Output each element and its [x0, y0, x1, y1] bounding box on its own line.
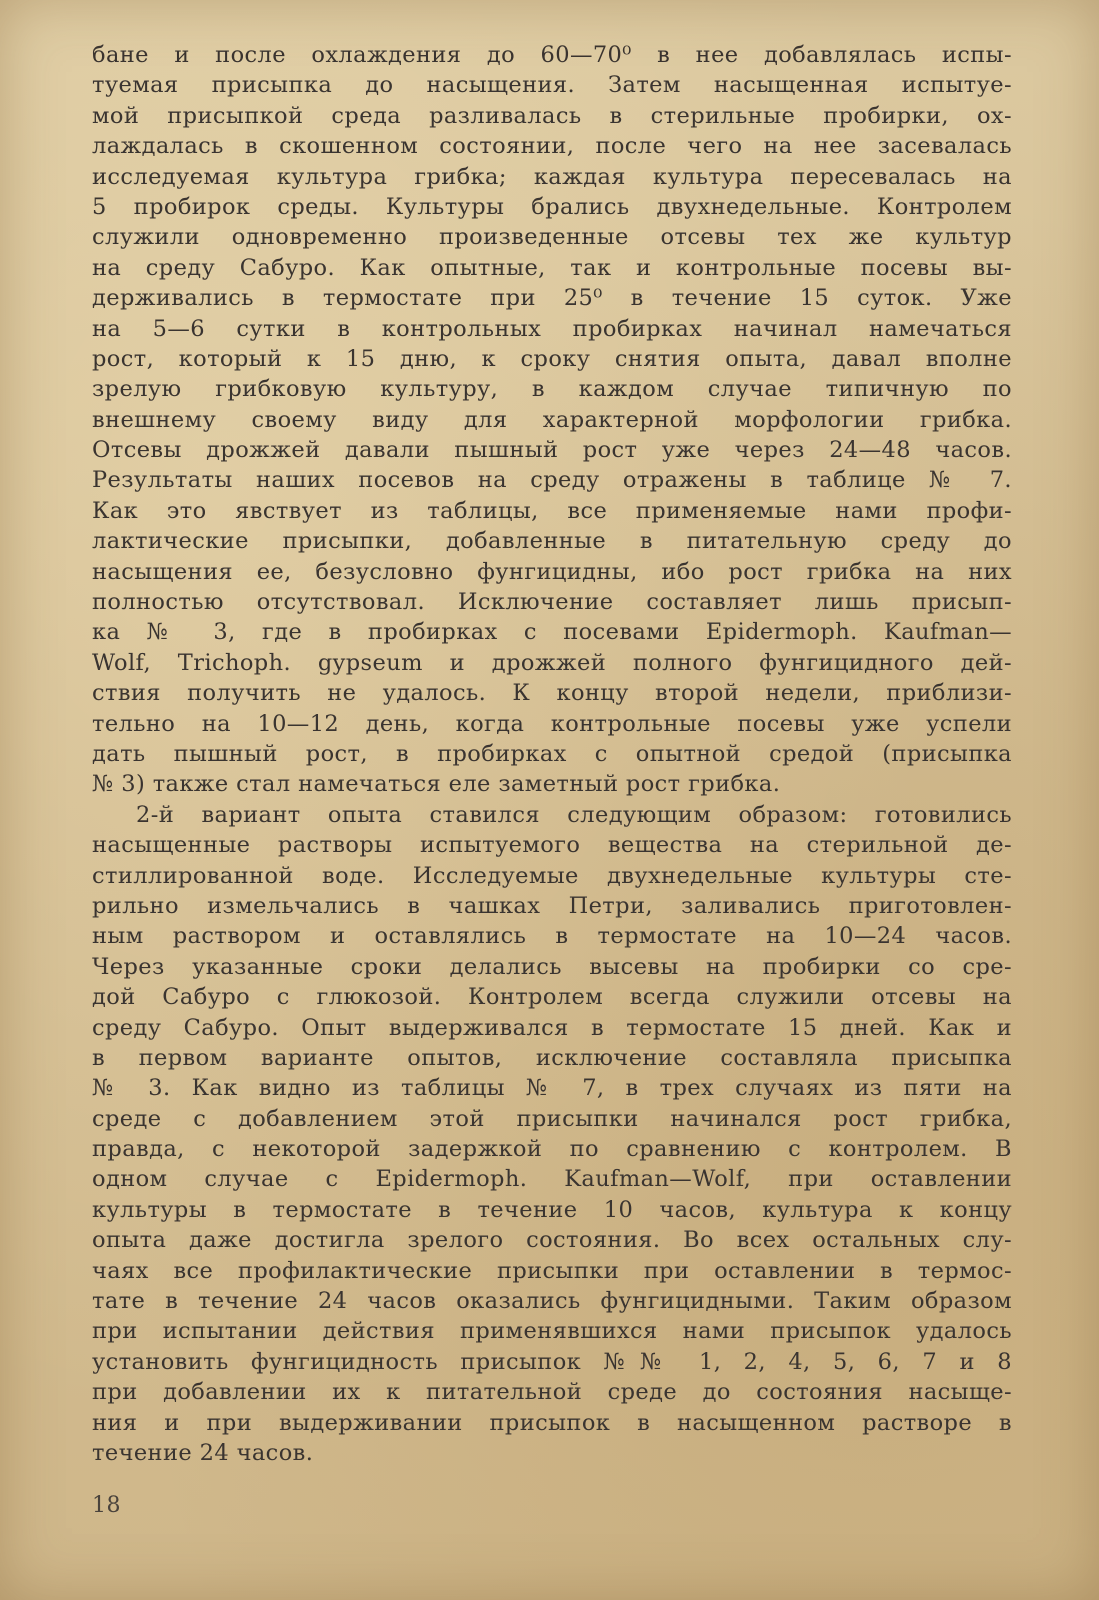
page-number: 18 [92, 1493, 121, 1518]
text-line: дой Сабуро с глюкозой. Контролем всегда служили отсевы на [92, 984, 1012, 1011]
text-line: рост, который к 15 дню, к сроку снятия опыта, давал вполне [92, 345, 1012, 372]
text-line: полностью отсутствовал. Исключение составляет лишь присып- [92, 589, 1012, 616]
text-line: Через указанные сроки делались высевы на пробирки со сре- [92, 953, 1012, 980]
text-line: ния и при выдерживании присыпок в насыщенном растворе в [92, 1409, 1012, 1436]
text-line: лактические присыпки, добавленные в питательную среду до [92, 528, 1012, 555]
paragraph [92, 40, 1012, 800]
text-line: на 5—6 сутки в контрольных пробирках начинал намечаться [92, 315, 1012, 342]
text-line: исследуемая культура грибка; каждая культура пересевалась на [92, 163, 1012, 190]
text-line: одном случае с Epidermoph. Kaufman—Wolf, при оставлении [92, 1166, 1012, 1193]
text-line: Wolf, Trichoph. gypseum и дрожжей полного фунгицидного дей- [92, 649, 1012, 676]
text-line: Отсевы дрожжей давали пышный рост уже через 24—48 часов. [92, 437, 1012, 464]
text-line: зрелую грибковую культуру, в каждом случае типичную по [92, 376, 1012, 403]
text-line: бане и после охлаждения до 60—70⁰ в нее добавлялась испы- [92, 42, 1012, 68]
text-line: тате в течение 24 часов оказались фунгицидными. Таким образом [92, 1288, 1012, 1315]
text-line: туемая присыпка до насыщения. Затем насыщенная испытуе- [92, 72, 1012, 99]
text-line: Как это явствует из таблицы, все применяемые нами профи- [92, 497, 1012, 524]
text-line: ствия получить не удалось. К концу второй недели, приблизи- [92, 680, 1012, 707]
text-line: лаждалась в скошенном состоянии, после чего на нее засевалась [92, 133, 1012, 160]
text-line: № 3) также стал намечаться еле заметный рост грибка. [92, 771, 781, 798]
text-line: № 3. Как видно из таблицы № 7, в трех случаях из пяти на [92, 1075, 1012, 1102]
text-line: тельно на 10—12 день, когда контрольные посевы уже успели [92, 710, 1012, 737]
text-line: чаях все профилактические присыпки при оставлении в термос- [92, 1257, 1012, 1284]
text-line: среду Сабуро. Опыт выдерживался в термостате 15 дней. Как и [92, 1014, 1012, 1041]
text-line: ным раствором и оставлялись в термостате на 10—24 часов. [92, 923, 1012, 950]
text-line: рильно измельчались в чашках Петри, заливались приготовлен- [92, 892, 1012, 919]
text-line: держивались в термостате при 25⁰ в течение 15 суток. Уже [92, 285, 1012, 312]
text-line: стиллированной воде. Исследуемые двухнедельные культуры сте- [92, 862, 1012, 889]
text-line: насыщенные растворы испытуемого вещества на стерильной де- [92, 832, 1012, 859]
text-line: 5 пробирок среды. Культуры брались двухнедельные. Контролем [92, 193, 1012, 220]
text-line: при испытании действия применявшихся нами присыпок удалось [92, 1318, 1012, 1345]
text-line: культуры в термостате в течение 10 часов, культура к концу [92, 1196, 1012, 1223]
text-line: на среду Сабуро. Как опытные, так и контрольные посевы вы- [92, 254, 1012, 281]
text-line: насыщения ее, безусловно фунгицидны, ибо рост грибка на них [92, 558, 1012, 585]
text-line: среде с добавлением этой присыпки начинался рост грибка, [92, 1105, 1012, 1132]
text-line: служили одновременно произведенные отсевы тех же культур [92, 224, 1012, 251]
text-line: течение 24 часов. [92, 1439, 314, 1466]
text-line: 2-й вариант опыта ставился следующим образом: готовились [136, 801, 1012, 828]
text-line: ка № 3, где в пробирках с посевами Epidermoph. Kaufman— [92, 619, 1012, 646]
text-line: при добавлении их к питательной среде до состояния насыще- [92, 1379, 1012, 1406]
text-line: мой присыпкой среда разливалась в стерильные пробирки, ох- [92, 102, 1012, 129]
text-line: правда, с некоторой задержкой по сравнению с контролем. В [92, 1136, 1012, 1163]
text-line: Результаты наших посевов на среду отражены в таблице № 7. [92, 467, 1012, 494]
body-text [92, 40, 1012, 1468]
text-line: в первом варианте опытов, исключение составляла присыпка [92, 1044, 1012, 1071]
text-line: установить фунгицидность присыпок №№ 1, 2, 4, 5, 6, 7 и 8 [92, 1348, 1012, 1375]
text-line: дать пышный рост, в пробирках с опытной средой (присыпка [92, 740, 1012, 767]
text-line: опыта даже достигла зрелого состояния. Во всех остальных слу- [92, 1227, 1012, 1254]
paragraph [92, 800, 1012, 1469]
text-line: внешнему своему виду для характерной морфологии грибка. [92, 406, 1012, 433]
